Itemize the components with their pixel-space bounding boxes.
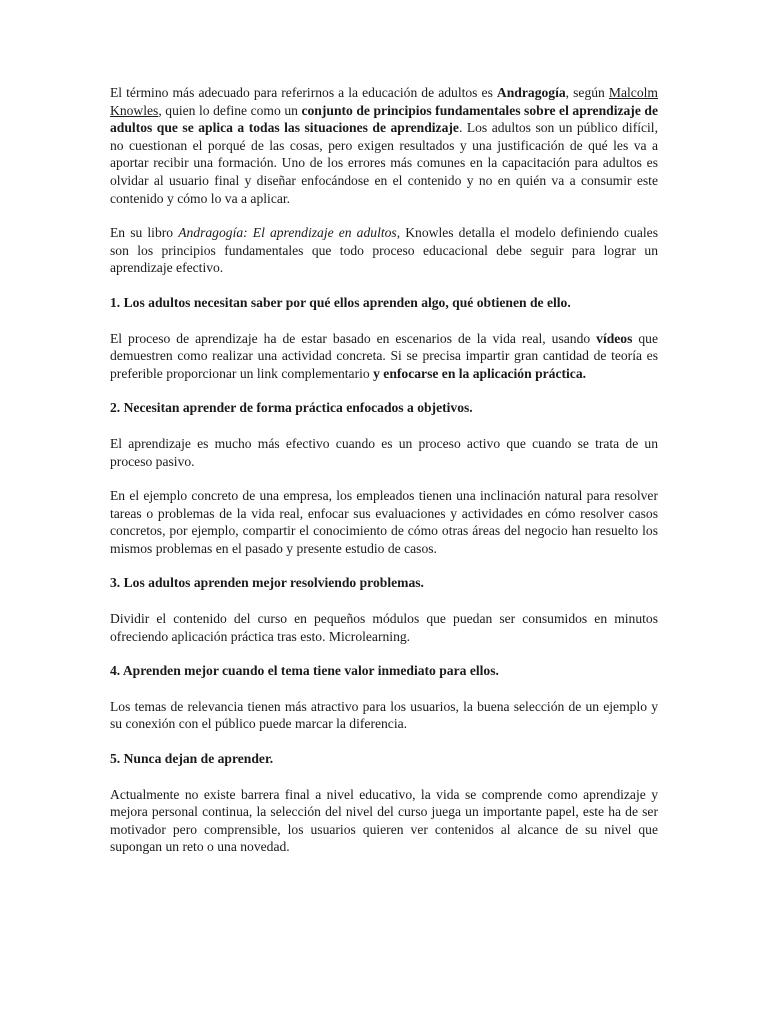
book-paragraph bbox=[110, 224, 658, 277]
bold-definition: conjunto de principios fundamentales sobre el aprendizaje de adultos que se aplica a todas las situaciones de aprendizaje bbox=[110, 102, 658, 136]
principle-3-paragraph: Dividir el contenido del curso en pequeños módulos que puedan ser consumidos en minutos ofreciendo aplicación práctica tras esto. Microlearning. bbox=[110, 611, 658, 644]
text-run: , Knowles detalla el modelo definiendo cuales son los principios fundamentales que todo proceso educacional debe seguir para lograr un aprendizaje efectivo. bbox=[110, 225, 658, 276]
text-run: que demuestren como realizar una actividad concreta. Si se precisa impartir gran cantidad de teoría es preferible proporcionar un link complementario bbox=[110, 330, 658, 381]
text-run: En su libro bbox=[110, 225, 179, 241]
bold-term: vídeos bbox=[596, 330, 633, 346]
principle-heading-2: 2. Necesitan aprender de forma práctica enfocados a objetivos. bbox=[110, 400, 473, 416]
author-link[interactable]: Malcolm Knowles bbox=[110, 85, 658, 118]
principle-5-paragraph: Actualmente no existe barrera final a nivel educativo, la vida se comprende como aprendizaje y mejora personal continua, la selección del nivel del curso juega un importante papel, este ha de ser motivador pero comprensible, los usuarios quieren ver contenidos al alcance de su nivel que supongan un reto o una novedad. bbox=[110, 786, 658, 855]
principle-heading-1: 1. Los adultos necesitan saber por qué ellos aprenden algo, qué obtienen de ello. bbox=[110, 294, 571, 310]
bold-phrase: y enfocarse en la aplicación práctica. bbox=[373, 365, 587, 381]
text-run: El proceso de aprendizaje ha de estar basado en escenarios de la vida real, usando bbox=[110, 330, 597, 346]
text-run: , quien lo define como un bbox=[158, 102, 302, 118]
principle-heading-3: 3. Los adultos aprenden mejor resolviendo problemas. bbox=[110, 575, 424, 591]
text-run: , según bbox=[565, 85, 609, 100]
intro-paragraph bbox=[110, 84, 658, 207]
principle-1-paragraph bbox=[110, 330, 658, 383]
principle-2-paragraph-b: En el ejemplo concreto de una empresa, los empleados tienen una inclinación natural para resolver tareas o problemas de la vida real, enfocar sus evaluaciones y actividades en cómo resolver casos concretos, por ejemplo, compartir el conocimiento de cómo otras áreas del negocio han resuelto los mismos problemas en el pasado y presente estudio de casos. bbox=[110, 488, 658, 556]
text-run: . Los adultos son un público difícil, no cuestionan el porqué de las cosas, pero exigen resultados y una justificación de qué les va a aportar recibir una formación. Uno de los errores más comunes en la capacitación para adultos es olvidar al usuario final y diseñar enfocándose en el contenido y no en quién va a consumir este contenido y cómo lo va a aplicar. bbox=[110, 120, 658, 206]
document-page bbox=[110, 84, 658, 873]
principle-4-paragraph: Los temas de relevancia tienen más atractivo para los usuarios, la buena selección de un ejemplo y su conexión con el público puede marcar la diferencia. bbox=[110, 698, 658, 732]
bold-term: Andragogía bbox=[496, 85, 566, 100]
principle-2-paragraph-a: El aprendizaje es mucho más efectivo cuando es un proceso activo que cuando se trata de un proceso pasivo. bbox=[110, 435, 658, 469]
principle-heading-4: 4. Aprenden mejor cuando el tema tiene valor inmediato para ellos. bbox=[110, 663, 499, 679]
text-run: El término más adecuado para referirnos a la educación de adultos es bbox=[110, 85, 497, 100]
book-title: Andragogía: El aprendizaje en adultos bbox=[178, 225, 397, 241]
principle-heading-5: 5. Nunca dejan de aprender. bbox=[110, 751, 274, 767]
